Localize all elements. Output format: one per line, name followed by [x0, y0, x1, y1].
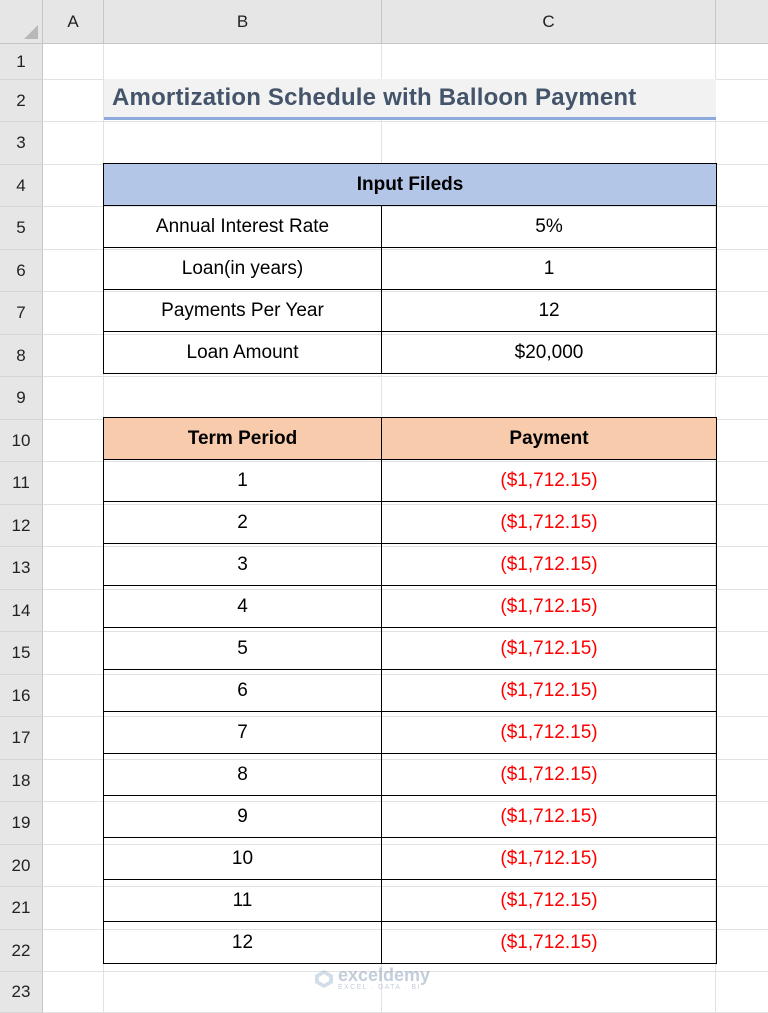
row-header[interactable]: 9: [0, 377, 43, 420]
row-header[interactable]: 14: [0, 590, 43, 632]
row-header[interactable]: 17: [0, 717, 43, 760]
watermark-name: exceldemy: [338, 965, 431, 985]
payment-cell[interactable]: ($1,712.15): [382, 502, 717, 544]
row-header[interactable]: 5: [0, 207, 43, 250]
term-period-cell[interactable]: 12: [104, 922, 382, 964]
payment-cell[interactable]: ($1,712.15): [382, 460, 717, 502]
column-header-c[interactable]: C: [382, 0, 716, 44]
payment-header[interactable]: Payment: [382, 418, 717, 460]
row-header[interactable]: 12: [0, 505, 43, 547]
term-period-cell[interactable]: 3: [104, 544, 382, 586]
column-header-b[interactable]: B: [104, 0, 382, 44]
input-fields-table: [103, 163, 717, 374]
term-period-cell[interactable]: 9: [104, 796, 382, 838]
column-header-a[interactable]: A: [43, 0, 104, 44]
row-header[interactable]: 13: [0, 547, 43, 590]
term-period-cell[interactable]: 2: [104, 502, 382, 544]
term-period-cell[interactable]: 7: [104, 712, 382, 754]
exceldemy-watermark: [314, 966, 430, 991]
input-label-cell[interactable]: Loan(in years): [104, 248, 382, 290]
input-label-cell[interactable]: Loan Amount: [104, 332, 382, 374]
select-all-corner[interactable]: [0, 0, 43, 44]
gridline: [43, 376, 768, 377]
row-header[interactable]: 18: [0, 760, 43, 802]
watermark-tagline: EXCEL · DATA · BI: [338, 984, 421, 991]
term-period-cell[interactable]: 8: [104, 754, 382, 796]
payment-cell[interactable]: ($1,712.15): [382, 754, 717, 796]
payment-cell[interactable]: ($1,712.15): [382, 838, 717, 880]
payment-cell[interactable]: ($1,712.15): [382, 628, 717, 670]
input-value-cell[interactable]: 5%: [382, 206, 717, 248]
term-period-header[interactable]: Term Period: [104, 418, 382, 460]
payment-cell[interactable]: ($1,712.15): [382, 670, 717, 712]
input-label-cell[interactable]: Annual Interest Rate: [104, 206, 382, 248]
row-header[interactable]: 19: [0, 802, 43, 845]
payment-cell[interactable]: ($1,712.15): [382, 586, 717, 628]
row-header[interactable]: 22: [0, 930, 43, 972]
payment-cell[interactable]: ($1,712.15): [382, 880, 717, 922]
row-header[interactable]: 20: [0, 845, 43, 887]
payment-schedule-table: [103, 417, 717, 964]
input-value-cell[interactable]: 12: [382, 290, 717, 332]
payment-cell[interactable]: ($1,712.15): [382, 796, 717, 838]
input-label-cell[interactable]: Payments Per Year: [104, 290, 382, 332]
row-header[interactable]: 16: [0, 675, 43, 717]
payment-cell[interactable]: ($1,712.15): [382, 712, 717, 754]
row-header[interactable]: 10: [0, 420, 43, 462]
row-header[interactable]: 7: [0, 292, 43, 335]
row-header[interactable]: 6: [0, 250, 43, 292]
row-header[interactable]: 8: [0, 335, 43, 377]
term-period-cell[interactable]: 1: [104, 460, 382, 502]
term-period-cell[interactable]: 5: [104, 628, 382, 670]
row-header[interactable]: 11: [0, 462, 43, 505]
exceldemy-logo-icon: [314, 969, 334, 989]
select-all-icon: [24, 25, 38, 39]
row-header[interactable]: 15: [0, 632, 43, 675]
row-header[interactable]: 4: [0, 165, 43, 207]
term-period-cell[interactable]: 6: [104, 670, 382, 712]
row-header[interactable]: 3: [0, 122, 43, 165]
input-value-cell[interactable]: 1: [382, 248, 717, 290]
payment-cell[interactable]: ($1,712.15): [382, 922, 717, 964]
term-period-cell[interactable]: 10: [104, 838, 382, 880]
input-value-cell[interactable]: $20,000: [382, 332, 717, 374]
gridline: [43, 121, 768, 122]
input-fields-header[interactable]: Input Fileds: [104, 164, 717, 206]
term-period-cell[interactable]: 4: [104, 586, 382, 628]
row-header[interactable]: 23: [0, 972, 43, 1013]
row-header[interactable]: 2: [0, 80, 43, 122]
row-header[interactable]: 1: [0, 44, 43, 80]
row-header[interactable]: 21: [0, 887, 43, 930]
term-period-cell[interactable]: 11: [104, 880, 382, 922]
sheet-title[interactable]: Amortization Schedule with Balloon Payment: [104, 79, 716, 120]
payment-cell[interactable]: ($1,712.15): [382, 544, 717, 586]
column-header-d[interactable]: [716, 0, 768, 44]
